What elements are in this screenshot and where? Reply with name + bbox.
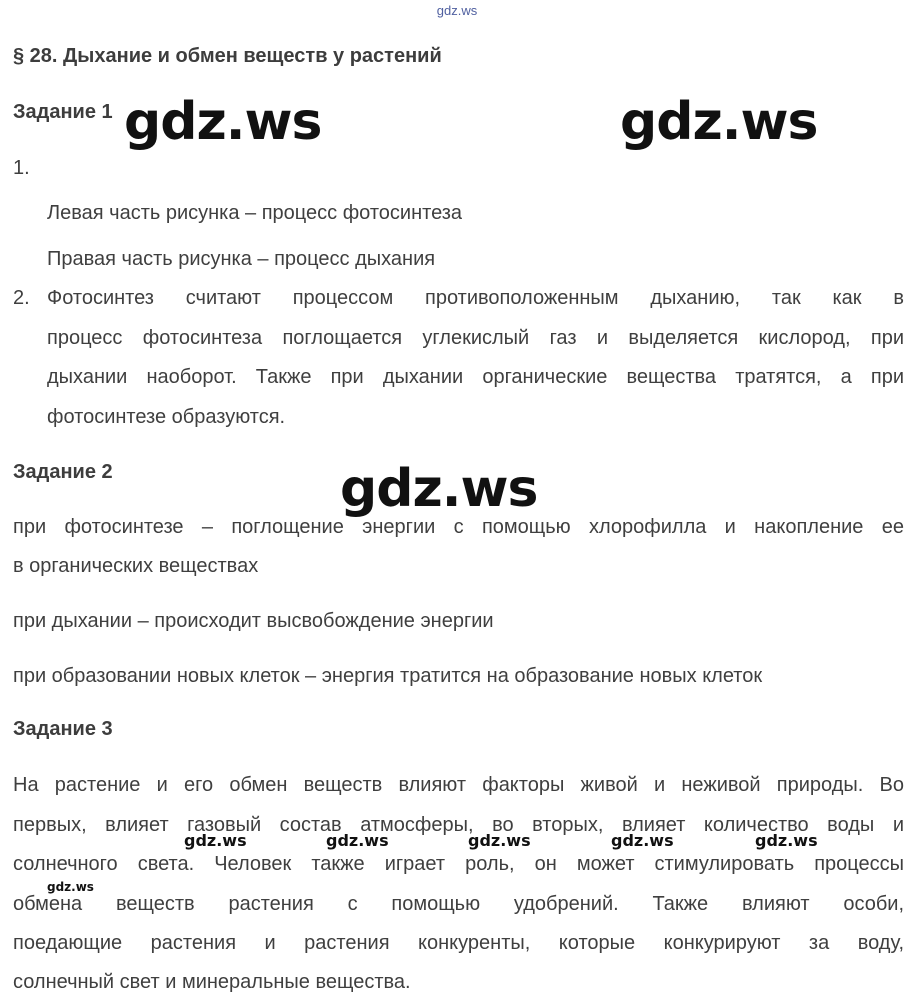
task1-item2-number: 2.: [13, 287, 30, 309]
task2-line: при дыхании – происходит высвобождение энергии: [13, 610, 494, 632]
task1-item1-line1: Левая часть рисунка – процесс фотосинтеза: [47, 202, 463, 224]
task2-line: при фотосинтезе – поглощение энергии с помощью хлорофилла и накопление ее: [13, 516, 904, 538]
task3-line: солнечного света. Человек также играет роль, он может стимулировать процессы: [13, 853, 904, 875]
task2-line: в органических веществах: [13, 555, 259, 577]
task3-line: солнечный свет и минеральные вещества.: [13, 971, 411, 993]
task2-line: при образовании новых клеток – энергия тратится на образование новых клеток: [13, 665, 763, 687]
task2-heading: Задание 2: [13, 461, 113, 483]
watermark-small: gdz.ws: [184, 831, 247, 850]
watermark-small: gdz.ws: [755, 831, 818, 850]
task3-heading: Задание 3: [13, 718, 113, 740]
watermark-large: gdz.ws: [124, 92, 322, 152]
task1-item2-line: процесс фотосинтеза поглощается углекислый газ и выделяется кислород, при: [47, 327, 904, 349]
watermark-small: gdz.ws: [611, 831, 674, 850]
task3-line: На растение и его обмен веществ влияют факторы живой и неживой природы. Во: [13, 774, 904, 796]
top-watermark: gdz.ws: [436, 3, 478, 18]
watermark-large: gdz.ws: [620, 92, 818, 152]
task1-item1-line2: Правая часть рисунка – процесс дыхания: [47, 248, 436, 270]
watermark-small: gdz.ws: [468, 831, 531, 850]
task1-item2-line: Фотосинтез считают процессом противоположенным дыханию, так как в: [47, 287, 904, 309]
task3-line: обмена веществ растения с помощью удобрений. Также влияют особи,: [13, 893, 904, 915]
watermark-small: gdz.ws: [326, 831, 389, 850]
task1-item2-line: дыхании наоборот. Также при дыхании органические вещества тратятся, а при: [47, 366, 904, 388]
task3-line: поедающие растения и растения конкуренты, которые конкурируют за воду,: [13, 932, 904, 954]
task1-heading: Задание 1: [13, 101, 113, 123]
task1-item2-line: фотосинтезе образуются.: [47, 406, 286, 428]
watermark-small: gdz.ws: [47, 880, 94, 894]
section-title: § 28. Дыхание и обмен веществ у растений: [13, 45, 442, 67]
watermark-large: gdz.ws: [340, 459, 538, 519]
task1-item1-number: 1.: [13, 157, 30, 179]
task3-line: первых, влияет газовый состав атмосферы, во вторых, влияет количество воды и: [13, 814, 904, 836]
